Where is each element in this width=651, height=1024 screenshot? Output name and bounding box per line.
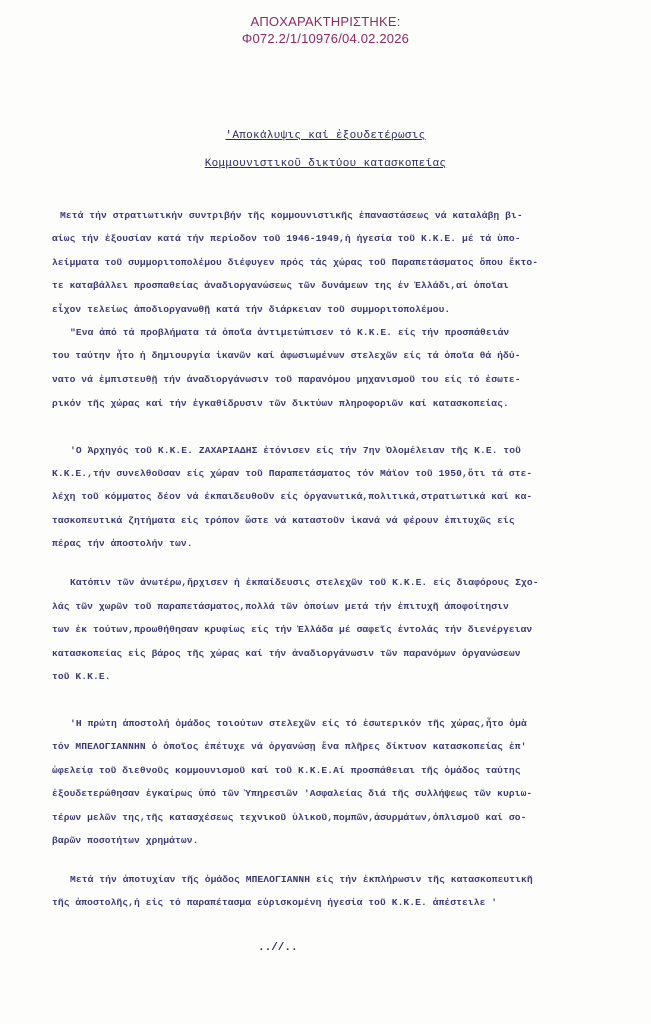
document-text-line: του ταύτην ἦτο ἡ δημιουργία ἱκανῶν καί ἀφωσιωμένων στελεχῶν είς τά ὁποῖα θά ἠδύ- xyxy=(52,350,521,361)
document-title: 'Αποκάλυψις καί ἐξουδετέρωσις xyxy=(225,130,426,142)
document-text-line: 'Η πρώτη ἀποστολή ὁμάδος τοιούτων στελεχῶν είς τό ἐσωτερικόν τῆς χώρας,ἦτο ὁμὰ xyxy=(70,718,527,729)
document-text-line: εἶχον τελείως ἀποδιοργανωθῇ κατά τήν διάρκειαν τοῦ συμμοριτοπολέμου. xyxy=(52,304,451,315)
document-text-line: Κ.Κ.Ε.,τήν συνελθοῦσαν είς χώραν τοῦ Παραπετάσματος τόν Μάϊον τοῦ 1950,ὅτι τά στε- xyxy=(52,468,533,479)
document-text-line: τοῦ Κ.Κ.Ε. xyxy=(52,671,111,682)
document-text-line: τῆς ἀποστολῆς,ἡ είς τό παραπέτασμα εὑρισκομένη ἡγεσία τοῦ Κ.Κ.Ε. ἀπέστειλε ' xyxy=(52,897,498,908)
declassification-stamp-reference: Φ072.2/1/10976/04.02.2026 xyxy=(241,31,410,46)
document-text-line: των ἐκ τούτων,προωθήθησαν κρυφίως είς τήν Ἑλλάδα μέ σαφεῖς ἐντολάς τήν διενέργειαν xyxy=(52,624,533,635)
document-text-line: τόν ΜΠΕΛΟΓΙΑΝΝΗΝ ὁ ὁποῖος ἐπέτυχε νά ὀργανώσῃ ἕνα πλῆρες δίκτυον κατασκοπείας ἐπ' xyxy=(52,741,527,752)
document-text-line: πέρας τήν ἀποστολήν των. xyxy=(52,538,193,549)
document-subtitle: Κομμουνιστικοῦ δικτύου κατασκοπείας xyxy=(204,158,447,170)
declassification-stamp-label: ΑΠΟΧΑΡΑΚΤΗΡΙΣΤΗΚΕ: xyxy=(250,14,401,29)
document-text-line: Μετά τήν ἀποτυχίαν τῆς ὁμάδος ΜΠΕΛΟΓΙΑΝΝΗ είς τήν ἐκπλήρωσιν τῆς κατασκοπευτικῆ xyxy=(70,874,533,885)
document-text-line: Μετά τήν στρατιωτικήν συντριβήν τῆς κομμουνιστικῆς ἐπαναστάσεως νά καταλάβῃ βι- xyxy=(60,210,523,221)
document-text-line: τε καταβάλλει προσπαθείας ἀναδιοργανώσεως τῶν δυνάμεων της ἐν Ἑλλάδι,αί ὁποῖαι xyxy=(52,280,509,291)
document-text-line: ρικόν τῆς χώρας καί τήν ἐγκαθίδρυσιν τῶν δικτύων πληροφοριῶν καί κατασκοπείας. xyxy=(52,398,509,409)
document-text-line: τασκοπευτικά ζητήματα είς τρόπον ὥστε νά καταστοῦν ἱκανά νά φέρουν ἐπιτυχῶς είς xyxy=(52,515,515,526)
document-text-line: βαρῶν ποσοτήτων χρημάτων. xyxy=(52,835,199,846)
document-text-line: λείμματα τοῦ συμμοριτοπολέμου διέφυγεν πρός τάς χώρας τοῦ Παραπετάσματος ὅπου ἔκτο- xyxy=(52,257,539,268)
document-text-line: τέρων μελῶν της,τῆς κατασχέσεως τεχνικοῦ ὑλικοῦ,πομπῶν,ἀσυρμάτων,ὀπλισμοῦ καί σο- xyxy=(52,812,527,823)
document-text-line: ἐξουδετερώθησαν ἐγκαίρως ὑπό τῶν Ὑπηρεσιῶν 'Ασφαλείας διά τῆς συλλήψεως τῶν κυριω- xyxy=(52,788,533,799)
document-text-line: 'Ο Ἀρχηγός τοῦ Κ.Κ.Ε. ΖΑΧΑΡΙΑΔΗΣ ἐτόνισεν είς τήν 7ην Ὁλομέλειαν τῆς Κ.Ε. τοῦ xyxy=(70,445,522,456)
document-text-line: κατασκοπείας εἰς βάρος τῆς χώρας καί τήν ἀναδιοργάνωσιν τῶν παρανόμων ὀργανώσεων xyxy=(52,648,521,659)
page-continuation-mark: ..//.. xyxy=(258,942,298,954)
document-text-line: αίως τήν ἐξουσίαν κατά τήν περίοδον τοῦ 1946-1949,ἡ ἡγεσία τοῦ Κ.Κ.Ε. μέ τά ὑπο- xyxy=(52,233,521,244)
document-text-line: νατο νά ἐμπιστευθῇ τήν ἀναδιοργάνωσιν τοῦ παρανόμου μηχανισμοῦ του είς τό ἐσωτε- xyxy=(52,374,521,385)
document-text-line: "Ενα ἀπό τά προβλήματα τά ὁποῖα ἀντιμετώπισεν τό Κ.Κ.Ε. είς τήν προσπάθειάν xyxy=(70,327,510,338)
document-text-line: Κατόπιν τῶν ἀνωτέρω,ἤρχισεν ἡ ἐκπαίδευσις στελεχῶν τοῦ Κ.Κ.Ε. είς διαφόρους Σχο- xyxy=(70,577,539,588)
document-text-line: λέχη τοῦ κόμματος δέον νά ἐκπαιδευθοῦν είς ὀργανωτικά,πολιτικά,στρατιωτικά καί κα- xyxy=(52,491,533,502)
document-text-line: ὠφελείᾳ τοῦ διεθνοῦς κομμουνισμοῦ καί τοῦ Κ.Κ.Ε.Αί προσπάθειαι τῆς ὁμάδος ταύτης xyxy=(52,765,521,776)
document-text-line: λάς τῶν χωρῶν τοῦ παραπετάσματος,πολλά τῶν ὁποίων μετά τήν ἐπιτυχῆ ἀποφοίτησιν xyxy=(52,601,509,612)
